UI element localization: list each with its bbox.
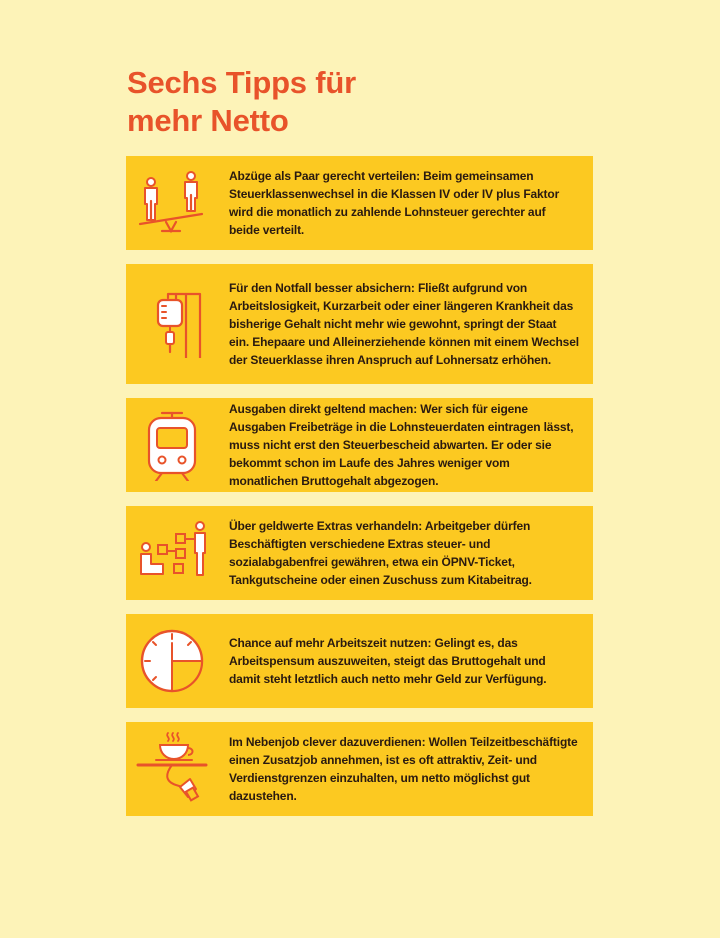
tip-text: Über geldwerte Extras verhandeln: Arbeitgeber dürfen Beschäftigten verschiedene Extras steuer- und sozialabgabenfrei gewähren, etwa ein ÖPNV-Ticket, Tankgutscheine oder einen Zuschuss zum Kitabeitrag. bbox=[229, 519, 532, 587]
negotiation-icon bbox=[136, 517, 208, 589]
tip-text: Chance auf mehr Arbeitszeit nutzen: Gelingt es, das Arbeitspensum auszuweiten, steigt das Bruttogehalt und damit steht letztlich auch netto mehr Geld zur Verfügung. bbox=[229, 636, 547, 686]
tip-card-emergency bbox=[126, 264, 593, 384]
tip-text: Im Nebenjob clever dazuverdienen: Wollen Teilzeitbeschäftigte einen Zusatzjob annehmen, ist es oft attraktiv, Zeit- und Verdienstgrenzen einzuhalten, um netto möglichst gut dazustehen. bbox=[229, 735, 578, 803]
clock-icon bbox=[136, 625, 208, 697]
tip-text: Abzüge als Paar gerecht verteilen: Beim gemeinsamen Steuerklassenwechsel in die Klassen IV oder IV plus Faktor wird die monatlich zu zahlende Lohnsteuer gerechter auf beide verteilt. bbox=[229, 169, 560, 237]
tip-card-expenses bbox=[126, 398, 593, 492]
train-icon bbox=[136, 409, 208, 481]
iv-drip-icon bbox=[136, 286, 208, 358]
page-title bbox=[127, 64, 356, 140]
couple-seesaw-icon bbox=[136, 167, 208, 239]
title-line-2: mehr Netto bbox=[127, 103, 289, 138]
tip-text: Ausgaben direkt geltend machen: Wer sich für eigene Ausgaben Freibeträge in die Lohnsteuerdaten eintragen lässt, muss nicht erst den Steuerbescheid abwarten. Er oder sie bekommt schon im Laufe des Jahres weniger vom monatlichen Bruttogehalt abgezogen. bbox=[229, 402, 574, 488]
tip-card-couple bbox=[126, 156, 593, 250]
waiter-tray-icon bbox=[136, 731, 208, 803]
tip-text: Für den Notfall besser absichern: Fließt aufgrund von Arbeitslosigkeit, Kurzarbeit oder einer längeren Krankheit das bisherige Gehalt nicht mehr wie gewohnt, springt der Staat ein. Ehepaare und Alleinerziehende können mit einem Wechsel der Steuerklasse ihren Anspruch auf Lohnersatz erhöhen. bbox=[229, 281, 579, 367]
title-line-1: Sechs Tipps für bbox=[127, 65, 356, 100]
tip-card-worktime bbox=[126, 614, 593, 708]
tip-card-extras bbox=[126, 506, 593, 600]
tip-card-sidejob bbox=[126, 722, 593, 816]
